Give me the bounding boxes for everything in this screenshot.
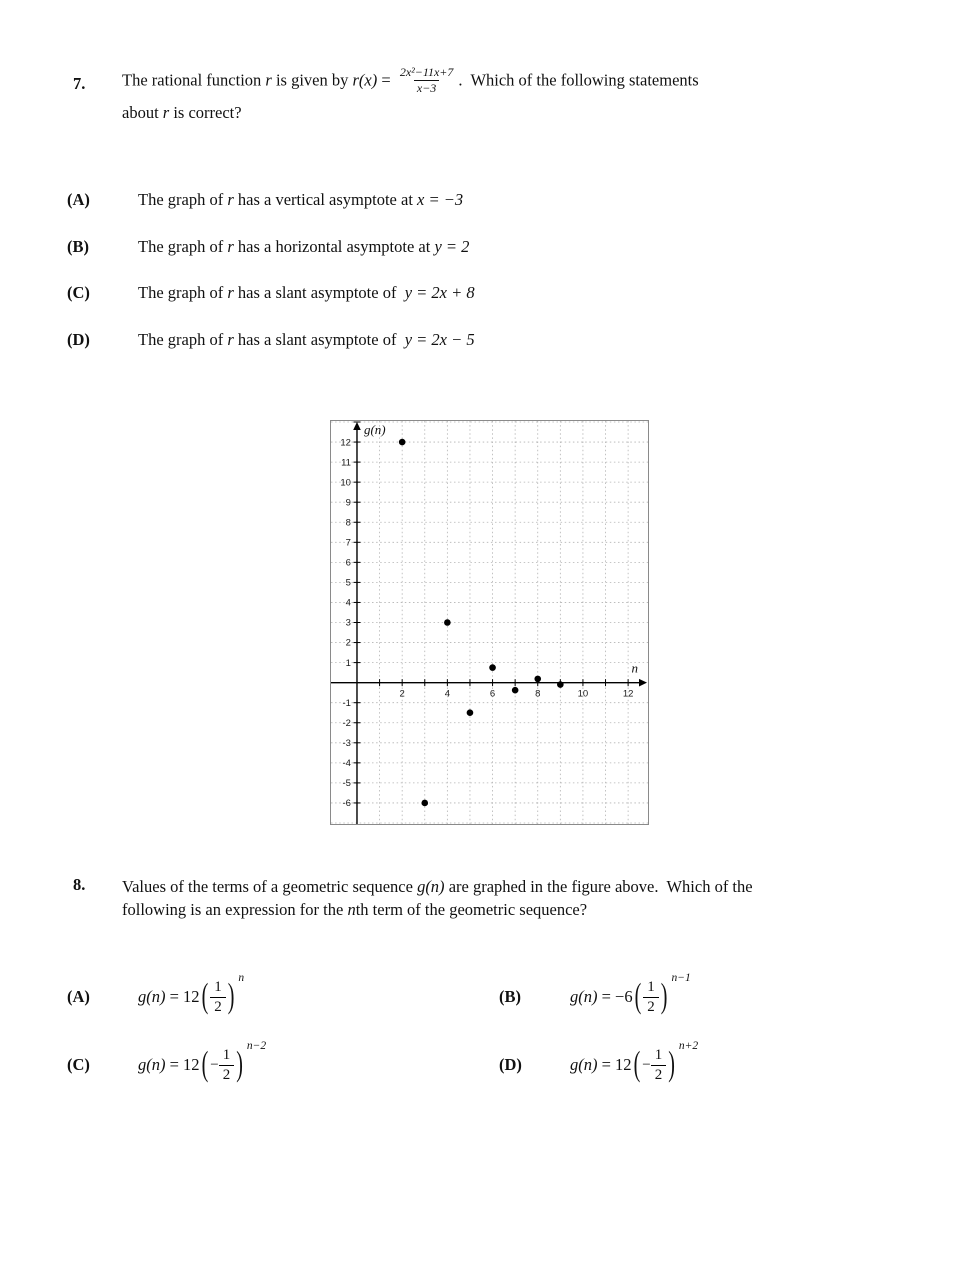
- right-paren: ): [668, 1044, 675, 1084]
- q7-choice-d-var: r: [227, 330, 234, 349]
- q8-c-eq: = 12: [165, 1055, 200, 1074]
- q8-c-fraction: [219, 1046, 235, 1085]
- svg-text:11: 11: [341, 457, 351, 469]
- svg-text:-1: -1: [342, 697, 351, 709]
- svg-text:8: 8: [535, 688, 541, 700]
- q8-b-eq: = −6: [597, 987, 633, 1006]
- q8-choice-b-label: (B): [499, 987, 521, 1006]
- q8-d-numerator: 1: [654, 1046, 663, 1063]
- q7-stem-line2-pre: about: [122, 103, 163, 122]
- q7-choice-b: [67, 237, 887, 257]
- q8-choice-b: [499, 972, 691, 1022]
- q7-choice-c-var: r: [227, 283, 234, 302]
- q7-stem-seg2: is given by: [271, 70, 353, 90]
- q8-stem-seg3: following is an expression for the: [122, 900, 348, 919]
- svg-text:-6: -6: [342, 798, 351, 810]
- svg-text:12: 12: [340, 437, 351, 449]
- q7-fraction-numerator: 2x²−11x+7: [399, 65, 454, 79]
- q8-choice-a: [67, 972, 244, 1022]
- left-paren: (: [634, 976, 642, 1016]
- q7-choice-b-mid: has a horizontal asymptote at: [233, 237, 435, 256]
- q8-choice-d-formula: [570, 1039, 699, 1085]
- svg-text:9: 9: [345, 497, 351, 509]
- q7-stem-rx: r(x): [352, 70, 378, 90]
- svg-text:-3: -3: [342, 737, 351, 749]
- q8-b-exponent: n−1: [671, 971, 691, 984]
- q8-c-numerator: 1: [222, 1046, 231, 1063]
- q8-choice-a-label: (A): [67, 987, 90, 1006]
- q7-fraction-denominator: x−3: [414, 80, 439, 96]
- svg-text:1: 1: [345, 657, 351, 669]
- q7-stem: [122, 66, 882, 124]
- q8-b-gn: g(n): [570, 987, 598, 1006]
- svg-text:10: 10: [340, 477, 351, 489]
- right-paren: ): [227, 976, 235, 1016]
- left-paren: (: [633, 1044, 641, 1084]
- q7-stem-var-r: r: [265, 70, 272, 90]
- q8-a-fraction: [210, 978, 226, 1017]
- q8-choice-c-label: (C): [67, 1055, 90, 1074]
- right-paren: ): [236, 1044, 243, 1084]
- q7-choice-c-pre: The graph of: [138, 283, 228, 302]
- right-paren: ): [660, 976, 668, 1016]
- q7-choice-a-pre: The graph of: [138, 190, 228, 209]
- q8-choice-c-formula: [138, 1039, 267, 1085]
- q8-d-exponent: n+2: [678, 1039, 699, 1052]
- q7-choice-a: [67, 190, 887, 210]
- svg-text:8: 8: [345, 517, 351, 529]
- svg-text:2: 2: [399, 688, 405, 700]
- q8-b-numerator: 1: [647, 978, 655, 995]
- q8-stem-seg1: Values of the terms of a geometric sequence: [122, 877, 418, 896]
- q8-d-fraction: [651, 1046, 667, 1085]
- q7-choice-b-pre: The graph of: [138, 237, 228, 256]
- svg-text:2: 2: [345, 637, 351, 649]
- q7-choice-d: [67, 330, 887, 350]
- q8-choice-d-label: (D): [499, 1055, 522, 1074]
- svg-text:6: 6: [489, 688, 496, 700]
- q7-choice-a-text: [138, 190, 463, 210]
- left-paren: (: [201, 976, 209, 1016]
- q8-stem-gn: g(n): [417, 877, 445, 896]
- q8-a-eq: = 12: [165, 987, 200, 1006]
- q7-choice-a-var: r: [227, 190, 234, 209]
- q7-choice-d-math: y = 2x − 5: [404, 330, 475, 349]
- q7-choice-a-label: (A): [67, 190, 90, 209]
- sequence-graph-svg: [331, 421, 648, 824]
- q8-stem-line2: [122, 898, 912, 921]
- q7-choice-b-text: [138, 237, 469, 257]
- q7-stem-line2-var: r: [162, 103, 170, 122]
- q7-choice-c-math: y = 2x + 8: [404, 283, 475, 302]
- svg-text:12: 12: [622, 688, 634, 700]
- svg-text:10: 10: [577, 688, 589, 700]
- q8-c-denominator: 2: [219, 1065, 235, 1085]
- q8-c-gn: g(n): [138, 1055, 166, 1074]
- q7-stem-line2: [122, 101, 882, 124]
- q8-stem: [122, 875, 912, 921]
- q7-choice-d-mid: has a slant asymptote of: [233, 330, 405, 349]
- q8-choice-a-formula: [138, 971, 245, 1017]
- q7-choice-b-label: (B): [67, 237, 89, 256]
- svg-text:-5: -5: [342, 778, 351, 790]
- q8-stem-n: n: [347, 900, 356, 919]
- svg-text:4: 4: [345, 597, 351, 609]
- svg-text:n: n: [631, 660, 638, 676]
- q8-a-exponent: n: [238, 971, 245, 984]
- q7-choice-a-mid: has a vertical asymptote at: [233, 190, 418, 209]
- svg-text:4: 4: [444, 688, 451, 700]
- q7-choice-b-var: r: [227, 237, 234, 256]
- q8-a-gn: g(n): [138, 987, 166, 1006]
- q8-c-exponent: n−2: [246, 1039, 267, 1052]
- q8-d-denominator: 2: [651, 1065, 667, 1085]
- q7-number: 7.: [73, 74, 86, 93]
- q8-d-eq: = 12: [597, 1055, 632, 1074]
- svg-text:5: 5: [345, 577, 351, 589]
- q8-stem-seg4: th term of the geometric sequence?: [355, 900, 588, 919]
- q8-a-numerator: 1: [214, 978, 222, 995]
- q8-choice-d: [499, 1040, 698, 1090]
- q7-choice-d-pre: The graph of: [138, 330, 228, 349]
- svg-text:g(n): g(n): [363, 422, 386, 437]
- q7-choice-a-math: x = −3: [417, 190, 464, 209]
- q7-fraction: [397, 65, 457, 96]
- q7-choice-d-text: [138, 330, 475, 350]
- q7-choice-d-label: (D): [67, 330, 90, 349]
- left-paren: (: [201, 1044, 209, 1084]
- q8-b-fraction: [643, 978, 659, 1017]
- q7-stem-equals: =: [377, 70, 395, 90]
- q8-stem-line1: [122, 875, 912, 898]
- q7-choice-c: [67, 283, 887, 303]
- q7-stem-line2-post: is correct?: [169, 103, 242, 122]
- q7-choice-c-text: [138, 283, 475, 303]
- q7-choice-c-label: (C): [67, 283, 90, 302]
- q7-stem-seg3: . Which of the following statements: [458, 70, 699, 90]
- q8-number: 8.: [73, 875, 86, 894]
- svg-text:-4: -4: [342, 758, 351, 770]
- q8-c-sign: −: [210, 1056, 219, 1073]
- q8-b-denominator: 2: [643, 997, 659, 1017]
- q8-a-denominator: 2: [210, 997, 226, 1017]
- q8-stem-seg2: are graphed in the figure above. Which of the: [444, 877, 753, 896]
- q7-stem-line1: [122, 66, 882, 97]
- q8-choice-c: [67, 1040, 266, 1090]
- svg-text:3: 3: [345, 617, 351, 629]
- svg-text:-2: -2: [342, 717, 351, 729]
- q7-choice-b-math: y = 2: [434, 237, 470, 256]
- q8-choice-b-formula: [570, 971, 691, 1017]
- svg-text:6: 6: [345, 557, 351, 569]
- q7-stem-seg1: The rational function: [122, 70, 266, 90]
- svg-text:7: 7: [345, 537, 351, 549]
- q7-choice-c-mid: has a slant asymptote of: [233, 283, 405, 302]
- q8-d-sign: −: [642, 1056, 651, 1073]
- sequence-graph: [330, 420, 649, 825]
- q8-d-gn: g(n): [570, 1055, 598, 1074]
